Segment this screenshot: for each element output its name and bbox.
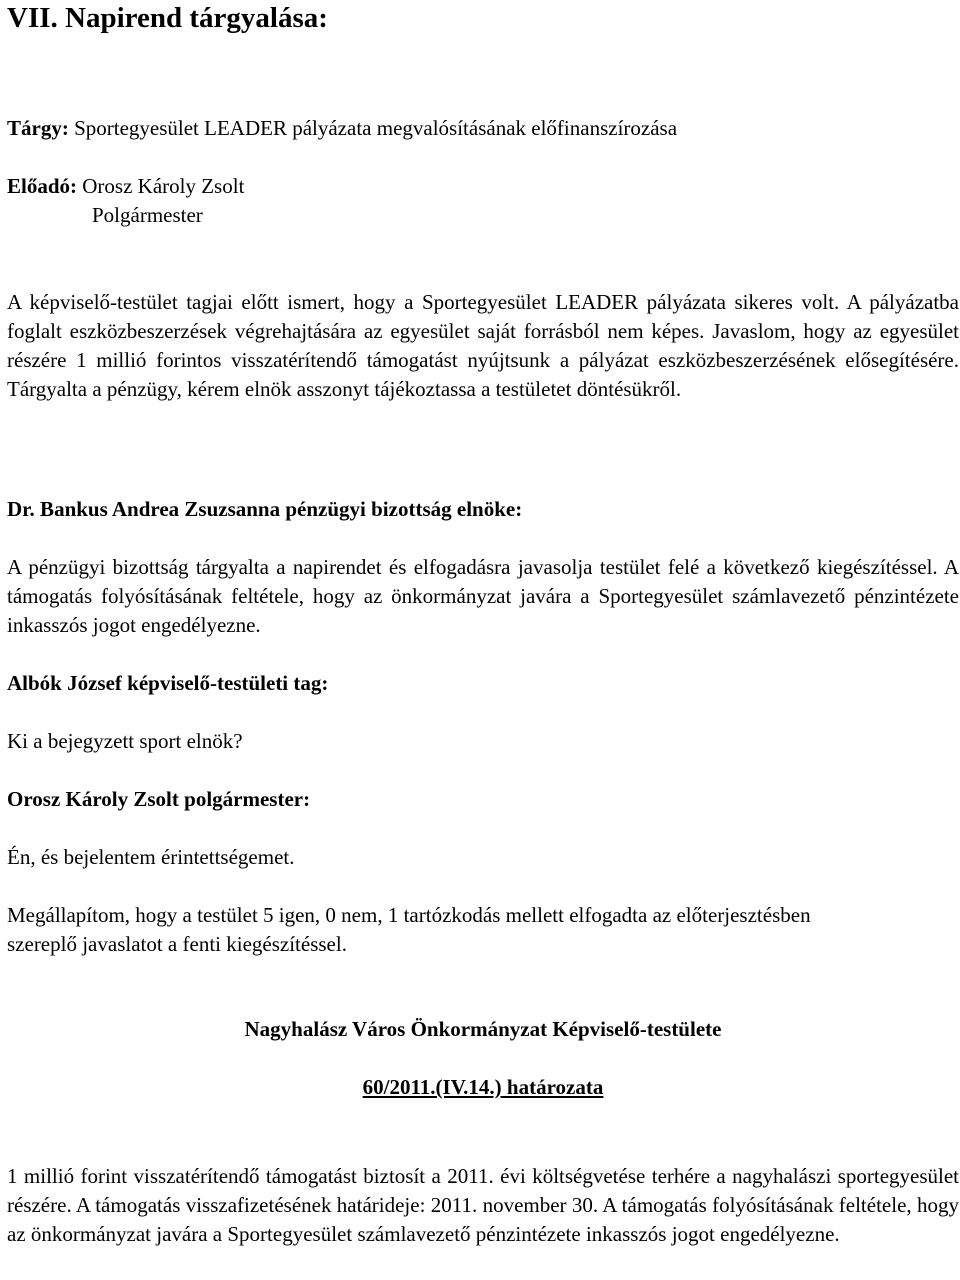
intro-paragraph: A képviselő-testület tagjai előtt ismert, hogy a Sportegyesület LEADER pályázata sikeres volt. A pályázatba foglalt eszközbeszerzések végrehajtására az egyesület saját forrásból nem képes. Javaslom, hogy az egyesület részére 1 millió forintos visszatérítendő támogatást nyújtsunk a pályázat eszközbeszerzésének elősegítésére. Tárgyalta a pénzügy, kérem elnök asszonyt tájékoztassa a testületet döntésükről. bbox=[7, 290, 959, 401]
resolution-number bbox=[7, 1073, 959, 1102]
subject-text: Sportegyesület LEADER pályázata megvalósításának előfinanszírozása bbox=[74, 116, 678, 140]
subject-line bbox=[7, 114, 677, 143]
speaker3-text: Én, és bejelentem érintettségemet. bbox=[7, 845, 295, 869]
resolution-number-text: 60/2011.(IV.14.) határozata bbox=[362, 1075, 604, 1099]
speaker2-text: Ki a bejegyzett sport elnök? bbox=[7, 729, 243, 753]
resolution-text: 1 millió forint visszatérítendő támogatást biztosít a 2011. évi költségvetése terhére a nagyhalászi sportegyesület részére. A támogatás visszafizetésének határideje: 2011. november 30. A támogatás folyósításának feltétele, hogy az önkormányzat javára a Sportegyesület számlavezető pénzintézete inkasszós jogot engedélyezne. bbox=[7, 1164, 959, 1246]
resolution-body: Nagyhalász Város Önkormányzat Képviselő-testülete bbox=[244, 1017, 722, 1041]
presenter-title: Polgármester bbox=[92, 203, 203, 227]
speaker3-label: Orosz Károly Zsolt polgármester: bbox=[7, 787, 311, 811]
subject-label: Tárgy: bbox=[7, 116, 69, 140]
speaker1-label: Dr. Bankus Andrea Zsuzsanna pénzügyi bizottság elnöke: bbox=[7, 497, 523, 521]
vote-paragraph: Megállapítom, hogy a testület 5 igen, 0 nem, 1 tartózkodás mellett elfogadta az előterjesztésben szereplő javaslatot a fenti kiegészítéssel. bbox=[7, 903, 811, 956]
presenter-label: Előadó: bbox=[7, 174, 78, 198]
section-heading: VII. Napirend tárgyalása: bbox=[7, 2, 328, 34]
presenter-name: Orosz Károly Zsolt bbox=[82, 174, 245, 198]
speaker1-text: A pénzügyi bizottság tárgyalta a napirendet és elfogadásra javasolja testület felé a következő kiegészítéssel. A támogatás folyósításának feltétele, hogy az önkormányzat javára a Sportegyesület számlavezető pénzintézete inkasszós jogot engedélyezne. bbox=[7, 555, 959, 637]
presenter-line bbox=[7, 172, 244, 201]
speaker2-label: Albók József képviselő-testületi tag: bbox=[7, 671, 329, 695]
